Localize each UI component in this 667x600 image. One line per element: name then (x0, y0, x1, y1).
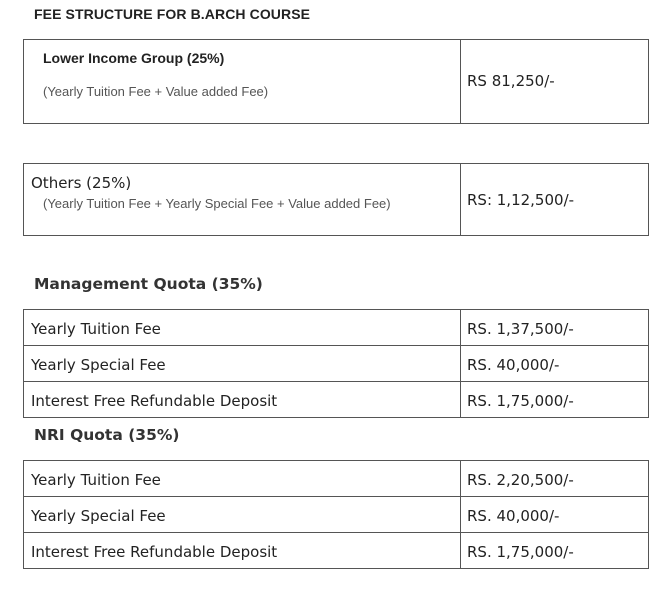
fee-amount: RS. 1,75,000/- (467, 392, 574, 410)
table-row (24, 533, 649, 569)
fee-amount: RS. 1,37,500/- (467, 320, 574, 338)
management-quota-heading: Management Quota (35%) (34, 275, 263, 293)
table-row (24, 497, 649, 533)
fee-label: Yearly Special Fee (31, 356, 166, 374)
others-amount-cell (461, 164, 649, 236)
fee-amount: RS. 2,20,500/- (467, 471, 574, 489)
lower-income-subtext: (Yearly Tuition Fee + Value added Fee) (43, 84, 269, 99)
others-table (23, 163, 649, 236)
lower-income-amount-cell (461, 40, 649, 124)
lower-income-amount: RS 81,250/- (467, 72, 555, 90)
others-amount: RS: 1,12,500/- (467, 191, 575, 209)
lower-income-label-cell (24, 40, 461, 124)
fee-label: Yearly Tuition Fee (31, 471, 161, 489)
table-row (24, 382, 649, 418)
fee-label: Interest Free Refundable Deposit (31, 543, 278, 561)
others-subtext: (Yearly Tuition Fee + Yearly Special Fee + Value added Fee) (43, 196, 391, 211)
fee-label: Interest Free Refundable Deposit (31, 392, 278, 410)
table-row (24, 164, 649, 236)
fee-label: Yearly Special Fee (31, 507, 166, 525)
table-row (24, 310, 649, 346)
fee-amount: RS. 1,75,000/- (467, 543, 574, 561)
table-row (24, 40, 649, 124)
table-row (24, 346, 649, 382)
others-heading: Others (25%) (31, 174, 132, 192)
fee-amount: RS. 40,000/- (467, 356, 560, 374)
table-row (24, 461, 649, 497)
page-title: FEE STRUCTURE FOR B.ARCH COURSE (34, 6, 311, 22)
lower-income-heading: Lower Income Group (25%) (43, 50, 225, 66)
fee-amount: RS. 40,000/- (467, 507, 560, 525)
nri-quota-table (23, 460, 649, 569)
nri-quota-heading: NRI Quota (35%) (34, 426, 180, 444)
management-quota-table (23, 309, 649, 418)
others-label-cell (24, 164, 461, 236)
lower-income-table (23, 39, 649, 124)
fee-label: Yearly Tuition Fee (31, 320, 161, 338)
